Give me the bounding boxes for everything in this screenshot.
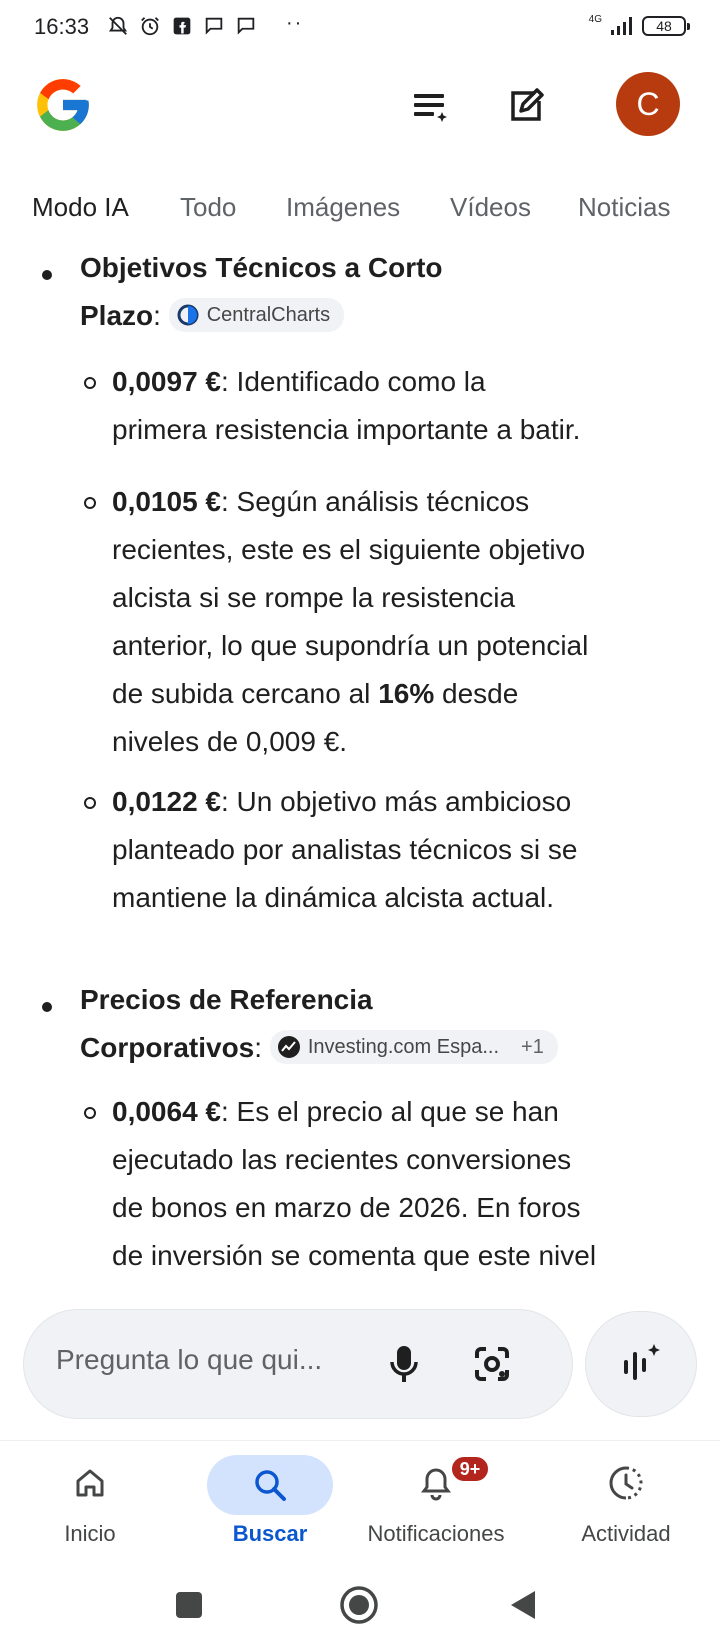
- bullet: [42, 270, 52, 280]
- nav-notificaciones[interactable]: [346, 1441, 526, 1561]
- live-mode-button[interactable]: [586, 1312, 696, 1416]
- square-icon: [174, 1590, 204, 1620]
- app-header: [0, 56, 720, 166]
- history-list-icon: [408, 84, 452, 128]
- history-button[interactable]: [404, 80, 456, 132]
- do-not-disturb-icon: [106, 14, 130, 38]
- tab-todo[interactable]: Todo: [180, 192, 237, 222]
- section-heading: Precios de Referencia Corporativos: Investing.com Espa... +1: [80, 976, 690, 1072]
- list-item: 0,0122 €: Un objetivo más ambicioso planteado por analistas técnicos si se mantiene la dinámica alcista actual.: [112, 786, 578, 913]
- list-item: 0,0105 €: Según análisis técnicos recientes, este es el siguiente objetivo alcista si se rompe la resistencia anterior, lo que supondría un potencial de subida cercano al 16% desde niveles de 0,009 €.: [112, 486, 589, 757]
- nav-inicio[interactable]: [0, 1441, 180, 1561]
- chat-icon: [234, 14, 258, 38]
- signal-icon: [610, 14, 634, 38]
- account-avatar[interactable]: C: [616, 72, 680, 136]
- price-value: 0,0122 €: [112, 786, 221, 817]
- circle-icon: [338, 1584, 380, 1626]
- notification-badge: 9+: [450, 1455, 490, 1483]
- edit-icon: [505, 85, 547, 127]
- live-audio-icon: [619, 1342, 663, 1386]
- google-lens-icon: [472, 1344, 512, 1384]
- network-type: 4G: [588, 14, 602, 25]
- back-button[interactable]: [500, 1582, 546, 1628]
- tab-noticias[interactable]: Noticias: [578, 192, 671, 222]
- sub-bullet: [84, 797, 96, 809]
- sub-bullet: [84, 497, 96, 509]
- section-title-line: Objetivos Técnicos a Corto: [80, 252, 443, 283]
- tab-modo-ia[interactable]: Modo IA: [32, 192, 129, 222]
- price-value: 0,0064 €: [112, 1096, 221, 1127]
- tab-imagenes[interactable]: Imágenes: [286, 192, 401, 222]
- new-chat-button[interactable]: [500, 80, 552, 132]
- list-item: 0,0064 €: Es el precio al que se han ejecutado las recientes conversiones de bonos en marzo de 2026. En foros de inversión se comenta que este nivel: [112, 1096, 597, 1271]
- system-navigation: [0, 1560, 720, 1650]
- search-input[interactable]: [56, 1344, 366, 1376]
- section-title-line: Precios de Referencia: [80, 984, 373, 1015]
- nav-label: Notificaciones: [367, 1521, 505, 1546]
- section-title-line: Corporativos: [80, 1032, 255, 1063]
- nav-label: Actividad: [581, 1521, 671, 1546]
- price-value: 0,0105 €: [112, 486, 221, 517]
- status-notification-icons: [106, 14, 258, 38]
- status-time: 16:33: [34, 14, 90, 39]
- microphone-icon: [389, 1344, 419, 1384]
- alarm-icon: [138, 14, 162, 38]
- source-chip-investing[interactable]: [270, 1030, 558, 1064]
- ai-answer-content: [0, 250, 720, 1300]
- status-bar: [0, 0, 720, 56]
- investing-logo-icon: [278, 1036, 300, 1058]
- home-icon: [58, 1463, 122, 1503]
- tab-videos[interactable]: Vídeos: [450, 192, 531, 222]
- battery-icon: 48: [642, 16, 686, 36]
- bullet: [42, 1002, 52, 1012]
- status-system-icons: [589, 14, 686, 38]
- recents-button[interactable]: [166, 1582, 212, 1628]
- nav-label: Buscar: [232, 1521, 308, 1546]
- centralcharts-logo-icon: [177, 304, 199, 326]
- more-sources-count: +1: [521, 1035, 544, 1058]
- lens-button[interactable]: [464, 1336, 520, 1392]
- section-heading: Objetivos Técnicos a Corto Plazo: CentralCharts: [80, 252, 443, 331]
- voice-search-button[interactable]: [376, 1336, 432, 1392]
- sub-bullet: [84, 1107, 96, 1119]
- price-value: 0,0097 €: [112, 366, 221, 397]
- section-title-line: Plazo: [80, 300, 154, 331]
- google-logo[interactable]: [32, 74, 94, 136]
- bottom-navigation: [0, 1440, 720, 1560]
- search-icon: [207, 1455, 333, 1515]
- back-triangle-icon: [507, 1588, 539, 1622]
- source-chip-centralcharts[interactable]: [169, 298, 344, 332]
- chat-icon: [202, 14, 226, 38]
- search-box: [24, 1310, 572, 1418]
- list-item: 0,0097 €: Identificado como la primera resistencia importante a batir.: [112, 366, 581, 445]
- sub-bullet: [84, 377, 96, 389]
- search-tabs: [0, 182, 720, 238]
- more-notifications-icon: ··: [286, 12, 304, 34]
- nav-actividad[interactable]: [536, 1441, 716, 1561]
- nav-label: Inicio: [64, 1521, 116, 1546]
- home-button[interactable]: [336, 1582, 382, 1628]
- source-chip-label: CentralCharts: [206, 303, 331, 326]
- facebook-icon: [170, 14, 194, 38]
- nav-buscar[interactable]: [180, 1441, 360, 1561]
- activity-icon: [594, 1463, 658, 1503]
- source-chip-label: Investing.com Espa...: [307, 1035, 500, 1058]
